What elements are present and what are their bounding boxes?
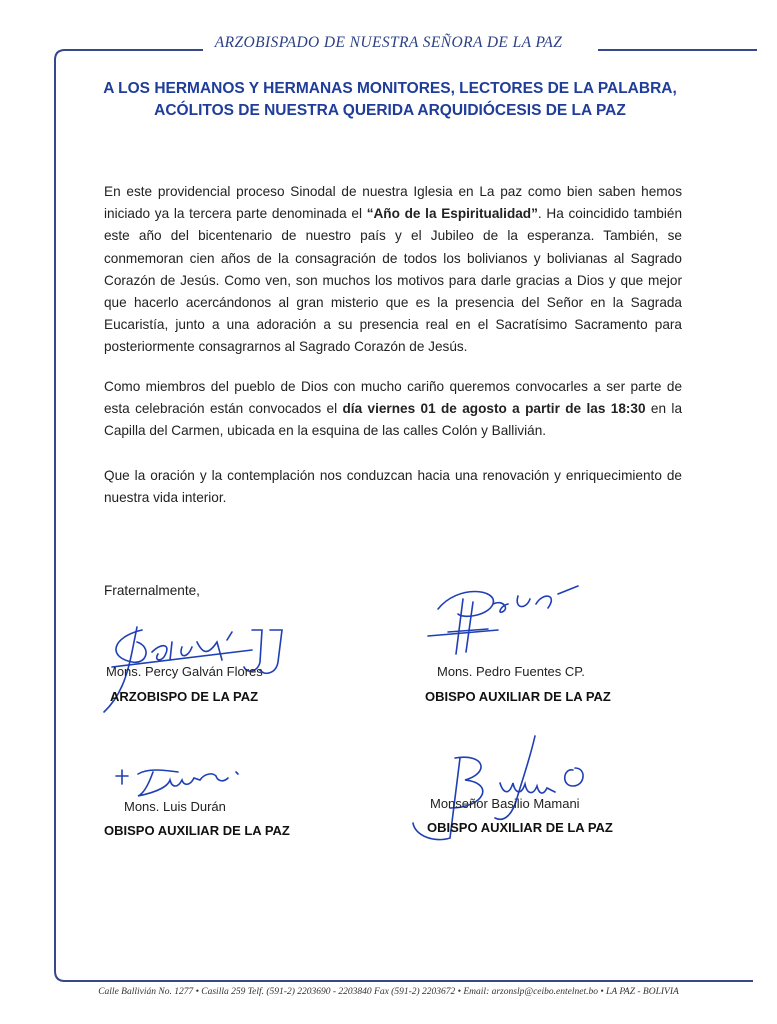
signatory-1-name: Mons. Percy Galván Flores bbox=[106, 664, 263, 679]
paragraph-1 bbox=[104, 181, 682, 359]
signatory-3-name: Mons. Luis Durán bbox=[124, 799, 226, 814]
signature-pedro-fuentes bbox=[418, 574, 588, 674]
paragraph-3-text: Que la oración y la contemplación nos conduzcan hacia una renovación y enriquecimiento de nuestra vida interior. bbox=[104, 468, 682, 506]
signatory-2-name: Mons. Pedro Fuentes CP. bbox=[437, 664, 585, 679]
signature-basilio-mamani bbox=[405, 728, 605, 858]
signatory-3-title: OBISPO AUXILIAR DE LA PAZ bbox=[104, 823, 290, 838]
title-line-1: A LOS HERMANOS Y HERMANAS MONITORES, LECTORES DE LA PALABRA, bbox=[103, 80, 677, 97]
signatory-4-name: Monseñor Basilio Mamani bbox=[430, 796, 580, 811]
letterhead-text: ARZOBISPADO DE NUESTRA SEÑORA DE LA PAZ bbox=[205, 34, 572, 51]
paragraph-2 bbox=[104, 376, 682, 443]
signatory-4-title: OBISPO AUXILIAR DE LA PAZ bbox=[427, 820, 613, 835]
signatory-2-title: OBISPO AUXILIAR DE LA PAZ bbox=[425, 689, 611, 704]
paragraph-2-text-a: Como miembros del pueblo de Dios con mucho cariño queremos convocarles a ser parte de esta celebración están convocados el bbox=[104, 379, 682, 417]
paragraph-2-text-c: en la Capilla del Carmen, ubicada en la esquina de las calles Colón y Ballivián. bbox=[104, 401, 683, 439]
page-title bbox=[60, 78, 720, 122]
paragraph-1-text-a: En este providencial proceso Sinodal de nuestra Iglesia en La paz como bien saben hemos iniciado ya la tercera parte denominada el bbox=[104, 184, 682, 222]
signatory-1-title: ARZOBISPO DE LA PAZ bbox=[110, 689, 259, 704]
paragraph-1-text-c: . Ha coincidido también este año del bicentenario de nuestro país y el Jubileo de la esperanza. También, se conmemoran cien años de la consagración de todos los bolivianos y bolivianas al Sagrado Corazón de Jesús. Como ven, son muchos los motivos para darle gracias a Dios y que mejor que hacerlo acercándonos al gran misterio que es la presencia del Señor en la Sagrada Eucaristía, junto a una adoración a su presencia real en el Sacratísimo Sacramento para posteriormente consagrarnos al Sagrado Corazón de Jesús. bbox=[104, 206, 683, 355]
paragraph-2-emphasis: día viernes 01 de agosto a partir de las 18:30 bbox=[342, 401, 646, 417]
letterhead bbox=[0, 34, 777, 52]
paragraph-3 bbox=[104, 465, 682, 509]
paragraph-1-emphasis: “Año de la Espiritualidad” bbox=[366, 206, 538, 222]
footer-contact: Calle Ballivián No. 1277 • Casilla 259 Telf. (591-2) 2203690 - 2203840 Fax (591-2) 2203672 • Email: arzonslp@ceibo.entelnet.bo • LA PAZ - BOLIVIA bbox=[98, 987, 679, 997]
closing-salutation: Fraternalmente, bbox=[104, 583, 200, 598]
title-line-2: ACÓLITOS DE NUESTRA QUERIDA ARQUIDIÓCESIS DE LA PAZ bbox=[154, 102, 626, 119]
